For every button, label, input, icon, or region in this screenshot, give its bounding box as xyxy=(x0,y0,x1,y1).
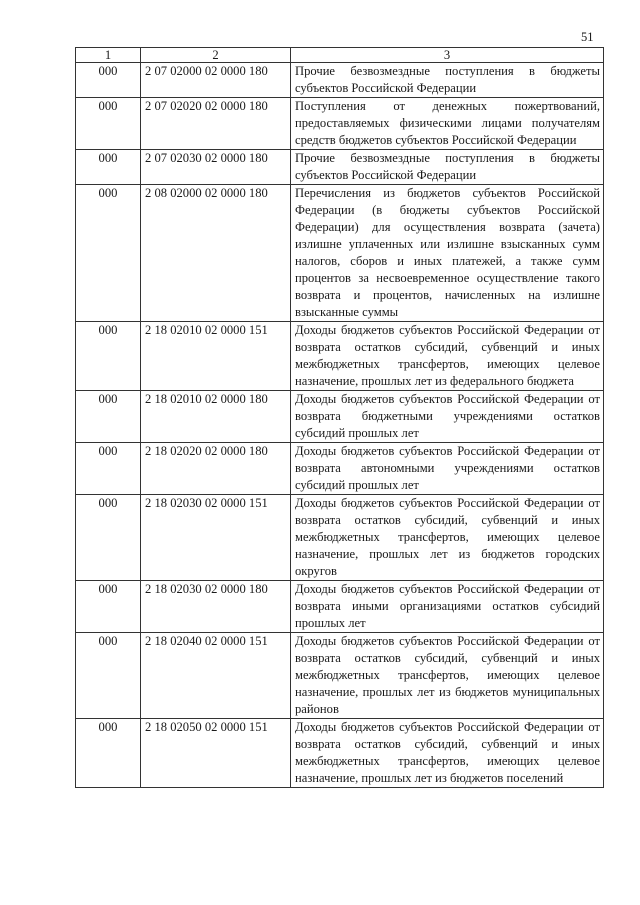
admin-code-cell: 000 xyxy=(76,322,141,391)
column-header-1: 1 xyxy=(76,48,141,63)
table-row xyxy=(76,719,604,788)
page-number: 51 xyxy=(581,30,594,44)
table-row xyxy=(76,63,604,98)
budget-code-cell: 2 08 02000 02 0000 180 xyxy=(141,185,291,322)
table-row xyxy=(76,495,604,581)
table-row xyxy=(76,98,604,150)
admin-code-cell: 000 xyxy=(76,633,141,719)
table-row xyxy=(76,443,604,495)
description-cell: Прочие безвозмездные поступления в бюджеты субъектов Российской Федерации xyxy=(291,150,604,185)
description-cell: Прочие безвозмездные поступления в бюджеты субъектов Российской Федерации xyxy=(291,63,604,98)
description-cell: Доходы бюджетов субъектов Российской Федерации от возврата иными организациями остатков субсидий прошлых лет xyxy=(291,581,604,633)
table-row xyxy=(76,391,604,443)
description-cell: Доходы бюджетов субъектов Российской Федерации от возврата остатков субсидий, субвенций и иных межбюджетных трансфертов, имеющих целевое назначение, прошлых лет из федерального бюджета xyxy=(291,322,604,391)
budget-code-cell: 2 18 02010 02 0000 180 xyxy=(141,391,291,443)
description-cell: Доходы бюджетов субъектов Российской Федерации от возврата остатков субсидий, субвенций и иных межбюджетных трансфертов, имеющих целевое назначение, прошлых лет из бюджетов поселений xyxy=(291,719,604,788)
table-row xyxy=(76,322,604,391)
table-row xyxy=(76,150,604,185)
budget-code-cell: 2 18 02020 02 0000 180 xyxy=(141,443,291,495)
revenue-codes-table xyxy=(75,47,604,788)
description-cell: Доходы бюджетов субъектов Российской Федерации от возврата остатков субсидий, субвенций и иных межбюджетных трансфертов, имеющих целевое назначение, прошлых лет из бюджетов муниципальных районов xyxy=(291,633,604,719)
admin-code-cell: 000 xyxy=(76,63,141,98)
budget-code-cell: 2 18 02030 02 0000 151 xyxy=(141,495,291,581)
admin-code-cell: 000 xyxy=(76,443,141,495)
admin-code-cell: 000 xyxy=(76,185,141,322)
admin-code-cell: 000 xyxy=(76,495,141,581)
admin-code-cell: 000 xyxy=(76,719,141,788)
budget-code-cell: 2 07 02000 02 0000 180 xyxy=(141,63,291,98)
description-cell: Доходы бюджетов субъектов Российской Федерации от возврата автономными учреждениями остатков субсидий прошлых лет xyxy=(291,443,604,495)
description-cell: Доходы бюджетов субъектов Российской Федерации от возврата остатков субсидий, субвенций и иных межбюджетных трансфертов, имеющих целевое назначение, прошлых лет из бюджетов городских округов xyxy=(291,495,604,581)
description-cell: Перечисления из бюджетов субъектов Российской Федерации (в бюджеты субъектов Российской Федерации) для осуществления возврата (зачета) излишне уплаченных или излишне взысканных сумм налогов, сборов и иных платежей, а также сумм процентов за несвоевременное осуществление такого возврата и процентов, начисленных на излишне взысканные суммы xyxy=(291,185,604,322)
budget-code-cell: 2 07 02030 02 0000 180 xyxy=(141,150,291,185)
admin-code-cell: 000 xyxy=(76,150,141,185)
budget-code-cell: 2 18 02030 02 0000 180 xyxy=(141,581,291,633)
admin-code-cell: 000 xyxy=(76,581,141,633)
admin-code-cell: 000 xyxy=(76,391,141,443)
admin-code-cell: 000 xyxy=(76,98,141,150)
description-cell: Доходы бюджетов субъектов Российской Федерации от возврата бюджетными учреждениями остатков субсидий прошлых лет xyxy=(291,391,604,443)
column-header-3: 3 xyxy=(291,48,604,63)
table-header-row xyxy=(76,48,604,63)
budget-code-cell: 2 18 02040 02 0000 151 xyxy=(141,633,291,719)
table-row xyxy=(76,185,604,322)
budget-code-cell: 2 18 02010 02 0000 151 xyxy=(141,322,291,391)
budget-code-cell: 2 07 02020 02 0000 180 xyxy=(141,98,291,150)
column-header-2: 2 xyxy=(141,48,291,63)
table-row xyxy=(76,581,604,633)
table-row xyxy=(76,633,604,719)
budget-code-cell: 2 18 02050 02 0000 151 xyxy=(141,719,291,788)
description-cell: Поступления от денежных пожертвований, предоставляемых физическими лицами получателям средств бюджетов субъектов Российской Федерации xyxy=(291,98,604,150)
